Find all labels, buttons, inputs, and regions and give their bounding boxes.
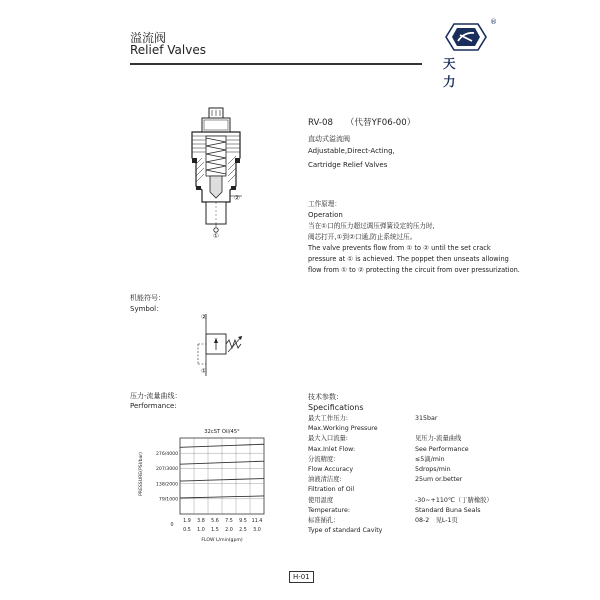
operation-heading-en: Operation	[308, 210, 343, 219]
logo-mark-icon	[442, 22, 490, 52]
specs-heading-en: Specifications	[308, 403, 364, 412]
spec-label: 标准插孔：	[308, 516, 340, 524]
diagram-port-2: ②	[234, 194, 240, 202]
header-rule	[130, 63, 422, 65]
spec-value: 25um or.better	[415, 476, 463, 484]
spec-label: Max.Inlet Flow:	[308, 445, 356, 453]
spec-label: 最大工作压力:	[308, 415, 348, 422]
valve-cross-section-diagram	[186, 106, 248, 242]
spec-row	[308, 496, 498, 506]
x-tick-label: 7.5	[225, 519, 233, 524]
chart-grid	[180, 438, 264, 514]
product-type-en-1: Adjustable,Direct-Acting,	[308, 147, 395, 155]
spec-value: 08-2 见L-1页	[415, 516, 458, 524]
operation-desc-cn-2: 阀芯打开,①到②口通,防止系统过压。	[308, 233, 417, 242]
chart-title: 32cST Oil/45°	[204, 429, 240, 435]
page-number: H-01	[289, 571, 314, 583]
registered-mark: ®	[490, 18, 497, 26]
spec-row	[308, 434, 498, 444]
y-tick-label: 276/4000	[155, 452, 178, 457]
x-origin-label: 0	[170, 523, 174, 528]
spec-label: 最大入口流量:	[308, 435, 348, 443]
x-tick-label-secondary: 1.5	[211, 528, 219, 533]
symbol-label-cn: 机能符号：	[130, 294, 165, 302]
specs-heading-cn: 技术参数：	[308, 393, 343, 401]
operation-desc-en-2: pressure at ① is achieved. The poppet then unseats allowing	[308, 255, 509, 263]
product-type-en-2: Cartridge Relief Valves	[308, 161, 388, 169]
spec-row	[308, 445, 498, 455]
performance-chart	[130, 424, 280, 546]
symbol-label-en: Symbol：	[130, 305, 164, 313]
spec-row	[308, 485, 498, 495]
y-tick-label: 138/2000	[155, 482, 178, 488]
y-tick-label: 79/1000	[158, 497, 178, 503]
x-tick-label-secondary: 3.0	[253, 528, 261, 533]
x-axis-label: FLOW L/min(gpm)	[201, 538, 243, 543]
model-line: RV-08 （代替YF06-00）	[308, 118, 416, 128]
x-tick-label-secondary: 2.5	[239, 528, 247, 533]
spec-row	[308, 475, 498, 485]
spec-label: Type of standard Cavity	[308, 527, 383, 535]
spec-row	[308, 424, 498, 434]
operation-heading-cn: 工作原理：	[308, 200, 341, 208]
spec-value: 5drops/min	[415, 465, 451, 473]
symbol-port-2: ②	[201, 313, 207, 321]
spec-label: Filtration of Oil	[308, 486, 355, 494]
title-en: Relief Valves	[130, 43, 206, 57]
product-type-cn: 直动式溢流阀	[308, 135, 350, 143]
chart-labels	[138, 429, 262, 543]
operation-desc-en-1: The valve prevents flow from ① to ② until the set crack	[308, 244, 491, 253]
y-tick-label: 207/3000	[155, 467, 178, 473]
spec-label: Max.Working Pressure	[308, 425, 378, 433]
spec-label: Flow Accuracy	[308, 465, 354, 473]
operation-desc-en-3: flow from ① to ② protecting the circuit from over pressurization.	[308, 265, 520, 274]
spec-value: 见压力-流量曲线	[415, 435, 462, 443]
spec-row	[308, 516, 498, 526]
spec-value: ≤5滴/min	[415, 455, 445, 463]
spec-label: Temperature:	[308, 506, 351, 514]
brand-logo	[440, 18, 497, 89]
performance-label-cn: 压力-流量曲线：	[130, 392, 182, 400]
spec-value: 315bar	[415, 415, 438, 422]
spec-value: Standard Buna Seals	[415, 506, 481, 514]
symbol-port-1: ①	[201, 367, 207, 375]
diagram-port-1: ①	[213, 232, 219, 240]
spec-label: 油液清洁度:	[308, 476, 342, 484]
operation-desc-cn-1: 当在①口的压力超过调压弹簧设定的压力时,	[308, 222, 435, 231]
spec-row	[308, 506, 498, 516]
title-cn: 溢流阀	[130, 31, 167, 45]
performance-label-en: Performance:	[130, 402, 177, 410]
spec-row	[308, 414, 498, 424]
x-tick-label-secondary: 1.0	[197, 528, 205, 533]
spec-label: 使用温度	[308, 496, 334, 504]
x-tick-label: 11.4	[251, 519, 263, 524]
spec-label: 分流精度：	[308, 455, 340, 463]
spec-row	[308, 526, 498, 536]
hydraulic-symbol-diagram	[188, 314, 248, 378]
x-tick-label: 1.9	[183, 519, 191, 524]
x-tick-label-secondary: 2.0	[225, 528, 233, 533]
spec-row	[308, 455, 498, 465]
y-axis-label: PRESSURE(PSI/bar)	[139, 452, 144, 496]
brand-name: 天 力	[443, 56, 466, 89]
x-tick-label: 5.6	[211, 519, 219, 524]
x-tick-label: 3.8	[197, 519, 205, 524]
spec-row	[308, 465, 498, 475]
operation-section	[308, 200, 548, 275]
x-tick-label-secondary: 0.5	[183, 528, 191, 533]
spec-value: -30~+110℃（丁腈橡胶）	[415, 496, 493, 504]
spec-value: See Performance	[415, 445, 469, 453]
x-tick-label: 9.5	[239, 519, 247, 524]
spec-table	[308, 414, 498, 536]
